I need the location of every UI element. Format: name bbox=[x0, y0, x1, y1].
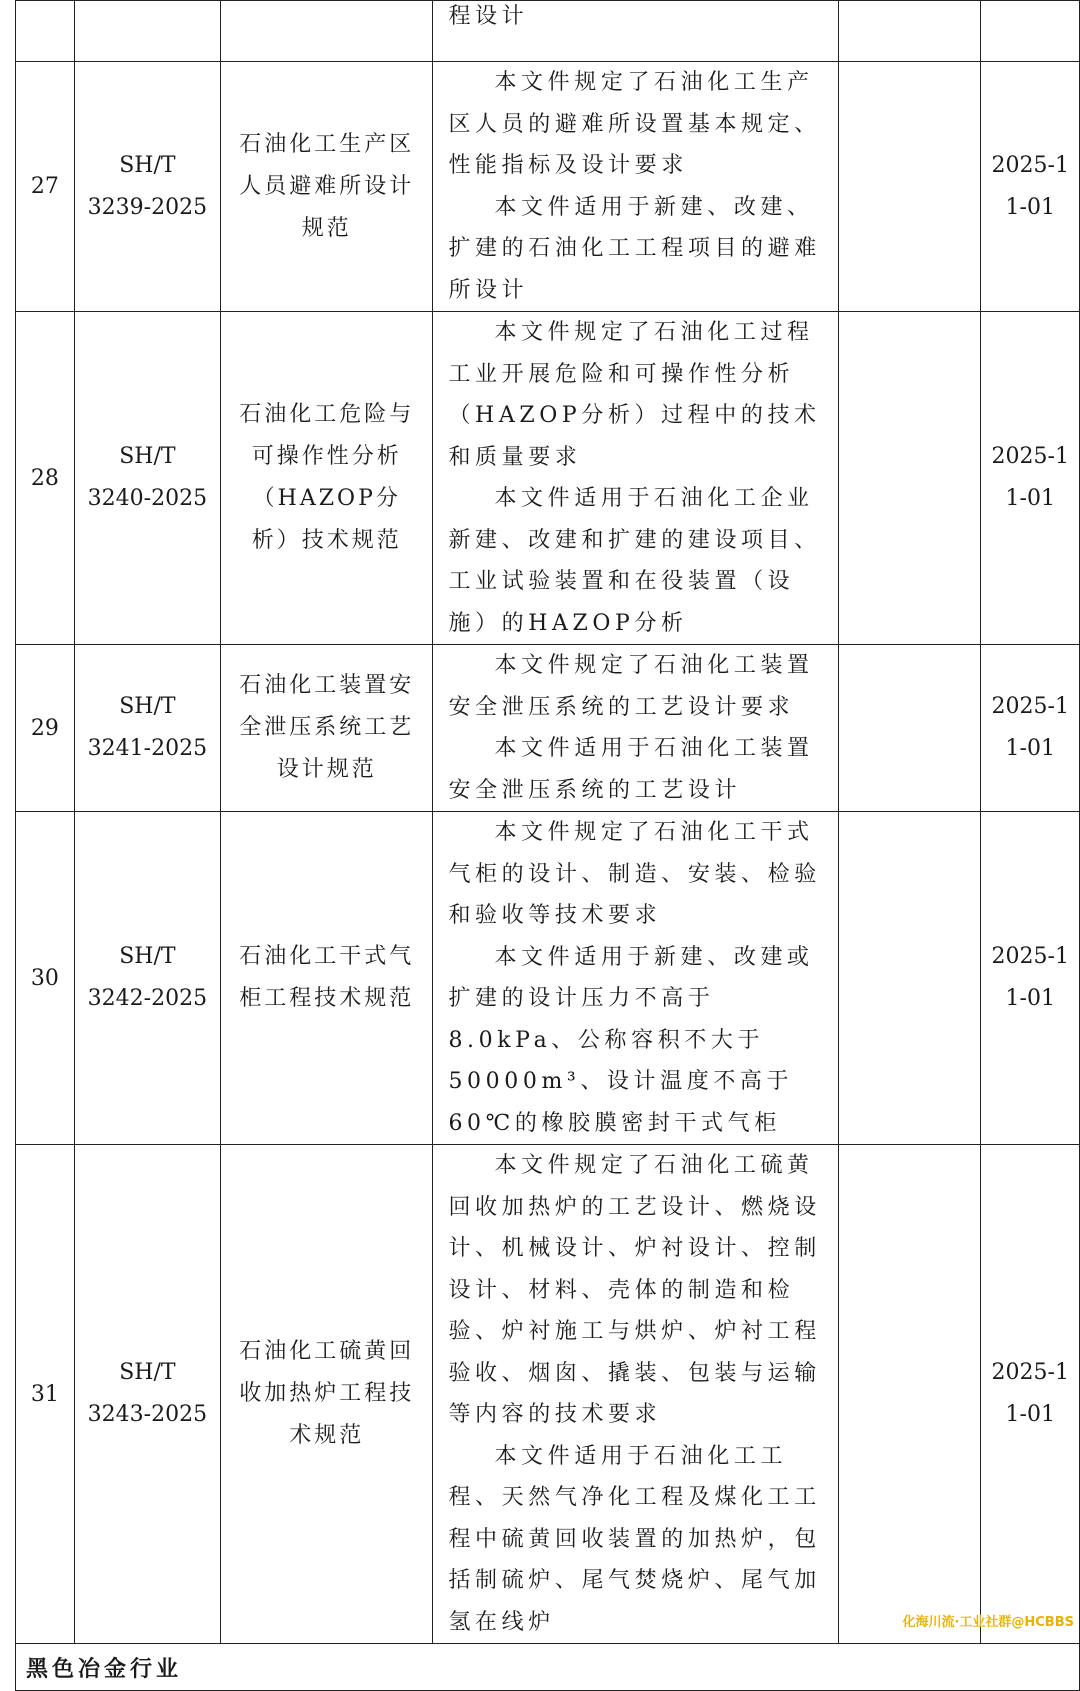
standard-code bbox=[74, 812, 220, 1145]
code-line-2: 3242-2025 bbox=[87, 986, 208, 1011]
row-number: 29 bbox=[16, 645, 75, 812]
row-number: 31 bbox=[16, 1145, 75, 1644]
date-line-2: 1-01 bbox=[1005, 194, 1055, 220]
standard-code bbox=[74, 312, 220, 645]
desc-paragraph-2: 本文件适用于石油化工装置安全泄压系统的工艺设计 bbox=[448, 736, 814, 803]
standard-description bbox=[433, 645, 838, 812]
table-row bbox=[16, 62, 1080, 312]
remarks-cell bbox=[838, 312, 981, 645]
effective-date bbox=[981, 1145, 1080, 1644]
code-line-1: SH/T bbox=[119, 694, 176, 719]
section-row bbox=[16, 1644, 1080, 1691]
table-row bbox=[16, 645, 1080, 812]
desc-paragraph-2: 本文件适用于石油化工工程、天然气净化工程及煤化工工程中硫黄回收装置的加热炉，包括制硫炉、尾气焚烧炉、尾气加氢在线炉 bbox=[448, 1443, 821, 1635]
table-row bbox=[16, 312, 1080, 645]
desc-paragraph-1: 本文件规定了石油化工过程工业开展危险和可操作性分析（HAZOP分析）过程中的技术和质量要求 bbox=[448, 320, 821, 470]
date-line-1: 2025-1 bbox=[991, 944, 1069, 969]
code-line-2: 3240-2025 bbox=[87, 486, 208, 511]
code-cell bbox=[74, 1, 220, 62]
standard-code bbox=[74, 62, 220, 312]
watermark: 化海川流·工业社群@HCBBS bbox=[902, 1615, 1074, 1630]
date-line-1: 2025-1 bbox=[991, 152, 1069, 178]
date-line-1: 2025-1 bbox=[991, 694, 1069, 719]
row-number: 30 bbox=[16, 812, 75, 1145]
remarks-cell bbox=[838, 812, 981, 1145]
code-line-2: 3239-2025 bbox=[87, 194, 208, 220]
name-text: 石油化工硫黄回收加热炉工程技术规范 bbox=[239, 1339, 415, 1448]
code-line-2: 3241-2025 bbox=[87, 736, 208, 761]
date-line-2: 1-01 bbox=[1005, 736, 1055, 761]
desc-cell bbox=[433, 1, 838, 62]
standard-description bbox=[433, 812, 838, 1145]
name-text: 石油化工装置安全泄压系统工艺设计规范 bbox=[239, 673, 415, 782]
name-text: 石油化工危险与可操作性分析（HAZOP分析）技术规范 bbox=[239, 402, 415, 553]
standard-code bbox=[74, 645, 220, 812]
remarks-cell bbox=[838, 62, 981, 312]
name-cell bbox=[221, 1, 433, 62]
remarks-cell bbox=[838, 645, 981, 812]
date-line-2: 1-01 bbox=[1005, 1402, 1055, 1427]
table-row bbox=[16, 1145, 1080, 1644]
standard-name bbox=[221, 812, 433, 1145]
date-line-1: 2025-1 bbox=[991, 444, 1069, 469]
section-title: 黑色冶金行业 bbox=[16, 1644, 1080, 1691]
desc-paragraph-2: 本文件适用于新建、改建或扩建的设计压力不高于8.0kPa、公称容积不大于50000m³、设计温度不高于60℃的橡胶膜密封干式气柜 bbox=[448, 944, 814, 1136]
desc-paragraph-1: 本文件规定了石油化工装置安全泄压系统的工艺设计要求 bbox=[448, 653, 814, 720]
effective-date bbox=[981, 645, 1080, 812]
desc-text: 程设计 bbox=[448, 4, 529, 29]
standard-code bbox=[74, 1145, 220, 1644]
standard-name bbox=[221, 645, 433, 812]
standard-description bbox=[433, 1145, 838, 1644]
desc-paragraph-2: 本文件适用于新建、改建、扩建的石油化工工程项目的避难所设计 bbox=[448, 194, 821, 303]
effective-date bbox=[981, 312, 1080, 645]
desc-paragraph-1: 本文件规定了石油化工干式气柜的设计、制造、安装、检验和验收等技术要求 bbox=[448, 820, 821, 928]
standard-description bbox=[433, 62, 838, 312]
remarks-cell bbox=[838, 1145, 981, 1644]
name-text: 石油化工生产区人员避难所设计规范 bbox=[239, 131, 415, 241]
row-number: 27 bbox=[16, 62, 75, 312]
effective-date bbox=[981, 62, 1080, 312]
standard-name bbox=[221, 1145, 433, 1644]
date-cell bbox=[981, 1, 1080, 62]
code-line-2: 3243-2025 bbox=[87, 1402, 208, 1427]
standard-description bbox=[433, 312, 838, 645]
standard-name bbox=[221, 62, 433, 312]
date-line-2: 1-01 bbox=[1005, 486, 1055, 511]
desc-paragraph-1: 本文件规定了石油化工硫黄回收加热炉的工艺设计、燃烧设计、机械设计、炉衬设计、控制设计、材料、壳体的制造和检验、炉衬施工与烘炉、炉衬工程验收、烟囱、撬装、包装与运输等内容的技术要求 bbox=[448, 1153, 821, 1427]
num-cell bbox=[16, 1, 75, 62]
desc-paragraph-1: 本文件规定了石油化工生产区人员的避难所设置基本规定、性能指标及设计要求 bbox=[448, 70, 821, 178]
code-line-1: SH/T bbox=[119, 152, 176, 178]
table-row bbox=[16, 1, 1080, 62]
effective-date bbox=[981, 812, 1080, 1145]
code-line-1: SH/T bbox=[119, 944, 176, 969]
code-line-1: SH/T bbox=[119, 1360, 176, 1385]
code-line-1: SH/T bbox=[119, 444, 176, 469]
table-row bbox=[16, 812, 1080, 1145]
standards-table bbox=[15, 0, 1080, 1691]
name-text: 石油化工干式气柜工程技术规范 bbox=[239, 944, 415, 1011]
desc-paragraph-2: 本文件适用于石油化工企业新建、改建和扩建的建设项目、工业试验装置和在役装置（设施）的HAZOP分析 bbox=[448, 486, 821, 636]
standard-name bbox=[221, 312, 433, 645]
date-line-2: 1-01 bbox=[1005, 986, 1055, 1011]
date-line-1: 2025-1 bbox=[991, 1360, 1069, 1385]
remarks-cell bbox=[838, 1, 981, 62]
row-number: 28 bbox=[16, 312, 75, 645]
